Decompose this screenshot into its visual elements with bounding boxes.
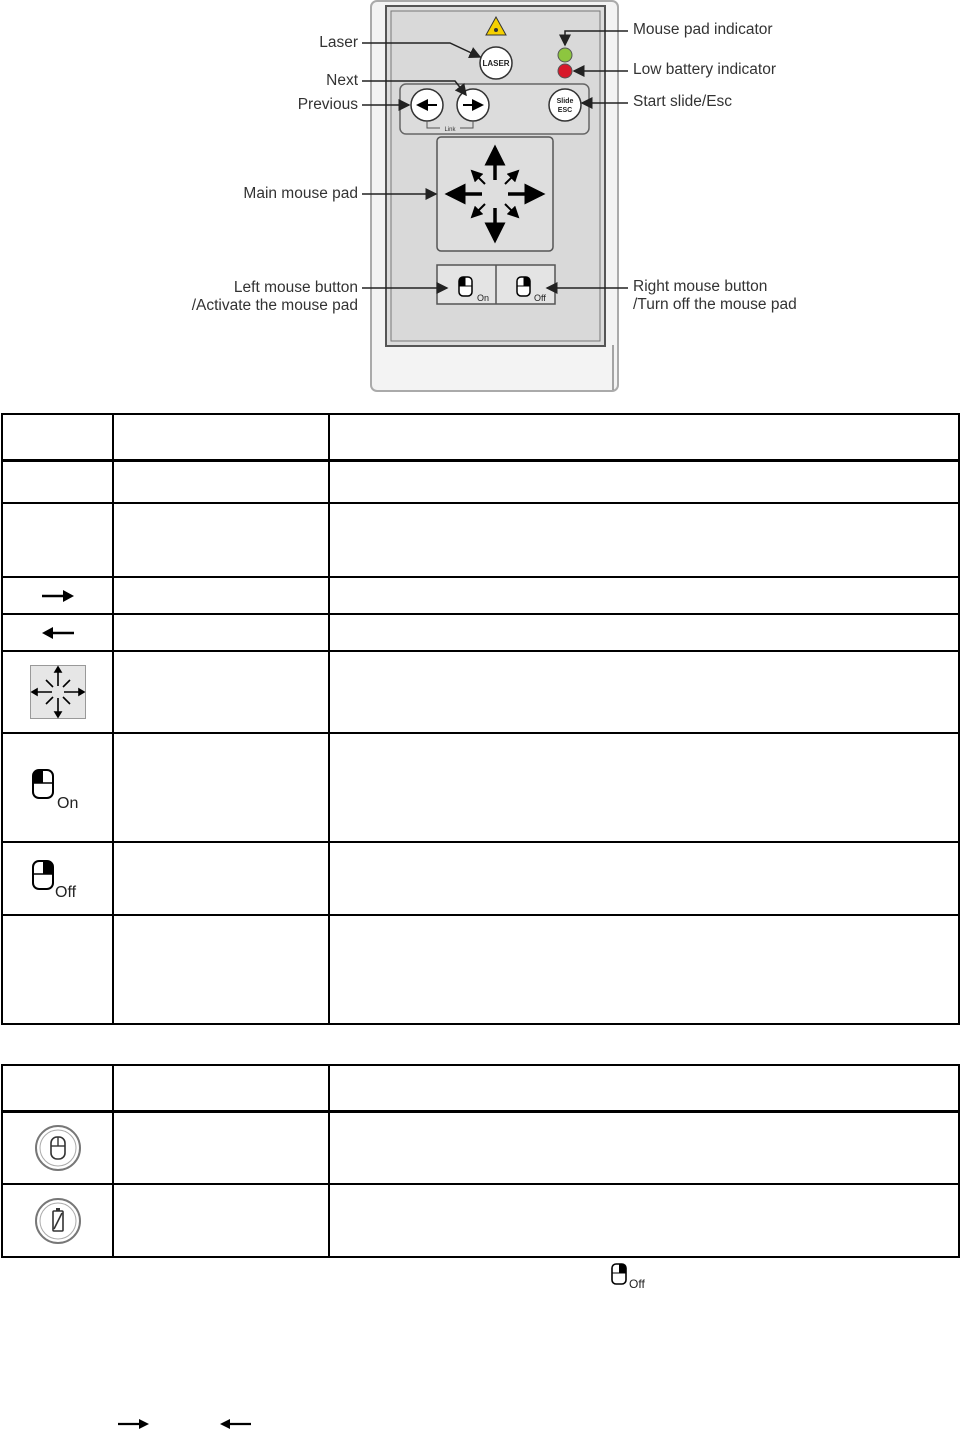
table-row — [2, 1111, 959, 1184]
mouse-pad-indicator-light — [558, 48, 572, 62]
icon-cell — [2, 460, 113, 503]
right-arrow-icon — [118, 1419, 149, 1429]
name-cell — [113, 614, 329, 651]
right-button-sublabel: /Turn off the mouse pad — [633, 296, 797, 313]
name-cell — [113, 651, 329, 733]
slide-esc-key — [549, 89, 581, 121]
desc-cell — [329, 842, 959, 915]
icon-cell — [2, 614, 113, 651]
on-suffix: On — [56, 794, 78, 810]
table-row — [2, 915, 959, 1024]
desc-cell — [329, 651, 959, 733]
name-cell — [113, 577, 329, 614]
left-button-label: Left mouse button — [233, 279, 358, 296]
name-cell — [113, 842, 329, 915]
remote-illustration — [0, 0, 960, 400]
name-cell — [113, 915, 329, 1024]
mouse-pad-icon — [30, 665, 86, 719]
icon-cell — [2, 651, 113, 733]
icon-cell — [2, 503, 113, 577]
right-arrow-icon — [41, 589, 75, 603]
footer-arrows — [115, 1414, 265, 1437]
desc-cell — [329, 460, 959, 503]
header-cell — [113, 1065, 329, 1111]
desc-cell — [329, 915, 959, 1024]
table-row — [2, 503, 959, 577]
table-row — [2, 614, 959, 651]
mouse-on-icon — [27, 766, 89, 810]
off-suffix: Off — [54, 883, 76, 901]
desc-cell — [329, 577, 959, 614]
header-cell — [329, 1065, 959, 1111]
desc-cell — [329, 1111, 959, 1184]
icon-cell — [2, 733, 113, 842]
desc-cell — [329, 614, 959, 651]
slide-key-text: Slide — [556, 98, 574, 105]
main-pad-label: Main mouse pad — [243, 185, 358, 202]
table-row — [2, 1184, 959, 1257]
header-cell — [113, 414, 329, 460]
name-cell — [113, 1184, 329, 1257]
on-text: On — [477, 293, 490, 303]
table-row — [2, 651, 959, 733]
name-cell — [113, 733, 329, 842]
esc-key-text: ESC — [557, 107, 573, 114]
icon-cell — [2, 1111, 113, 1184]
table-row — [2, 577, 959, 614]
header-cell — [2, 1065, 113, 1111]
mouse-pad-indicator-label: Mouse pad indicator — [633, 21, 773, 38]
start-slide-label: Start slide/Esc — [633, 93, 733, 110]
laser-label: Laser — [319, 34, 358, 51]
left-arrow-icon — [220, 1419, 251, 1429]
mouse-off-icon — [27, 857, 89, 901]
desc-cell — [329, 503, 959, 577]
remote-diagram — [0, 0, 960, 400]
left-arrow-icon — [41, 626, 75, 640]
table-header-row — [2, 1065, 959, 1111]
name-cell — [113, 1111, 329, 1184]
mouse-off-inline-icon — [610, 1262, 654, 1295]
icon-cell — [2, 1184, 113, 1257]
off-text: Off — [534, 293, 546, 303]
name-cell — [113, 503, 329, 577]
table-row — [2, 460, 959, 503]
table-row — [2, 733, 959, 842]
icon-cell — [2, 577, 113, 614]
icon-cell — [2, 842, 113, 915]
mouse-indicator-icon — [34, 1124, 82, 1172]
left-button-sublabel: /Activate the mouse pad — [191, 297, 358, 314]
header-cell — [2, 414, 113, 460]
right-button-label: Right mouse button — [633, 278, 768, 295]
low-battery-indicator-label: Low battery indicator — [633, 61, 777, 78]
name-cell — [113, 460, 329, 503]
header-cell — [329, 414, 959, 460]
link-text: Link — [444, 127, 456, 133]
desc-cell — [329, 1184, 959, 1257]
battery-indicator-icon — [34, 1197, 82, 1245]
function-table — [1, 413, 960, 1025]
table-header-row — [2, 414, 959, 460]
next-label: Next — [326, 72, 358, 89]
previous-label: Previous — [297, 96, 358, 113]
inline-off-suffix: Off — [629, 1277, 645, 1290]
laser-key-text: LASER — [482, 59, 510, 68]
low-battery-indicator-light — [558, 64, 572, 78]
desc-cell — [329, 733, 959, 842]
icon-cell — [2, 915, 113, 1024]
table-row — [2, 842, 959, 915]
indicator-table — [1, 1064, 960, 1258]
